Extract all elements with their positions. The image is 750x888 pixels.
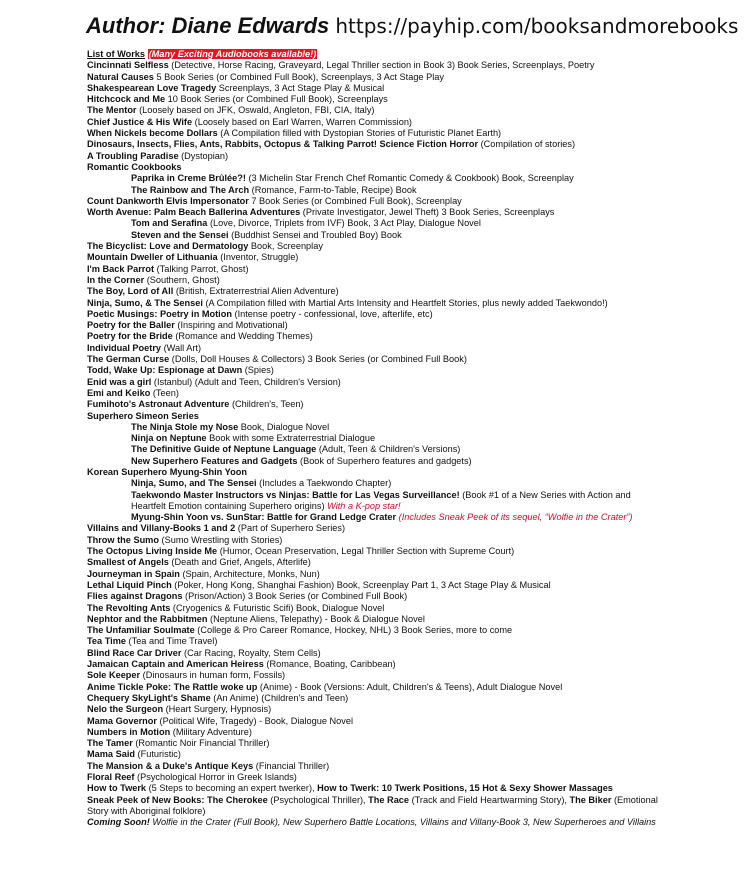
work-desc: (Part of Superhero Series) bbox=[235, 523, 346, 534]
work-title: How to Twerk: 10 Twerk Positions, 15 Hot & Sexy Shower Massages bbox=[317, 783, 613, 794]
work-title: Tea Time bbox=[87, 636, 126, 647]
work-desc: (Talking Parrot, Ghost) bbox=[154, 263, 249, 274]
entries-container bbox=[87, 60, 667, 783]
work-title: The Tamer bbox=[87, 738, 133, 749]
list-item bbox=[87, 761, 667, 772]
work-title: Hitchcock and Me bbox=[87, 94, 166, 105]
list-item bbox=[87, 309, 667, 320]
list-item bbox=[87, 354, 667, 365]
work-desc: (Neptune Aliens, Telepathy) - Book & Dialogue Novel bbox=[207, 613, 425, 624]
work-title: Ninja on Neptune bbox=[131, 433, 207, 444]
work-title: Count Dankworth Elvis Impersonator bbox=[87, 195, 249, 206]
work-title: Villains and Villany-Books 1 and 2 bbox=[87, 523, 236, 534]
work-title: The Biker bbox=[569, 794, 612, 805]
work-desc: (A Compilation filled with Martial Arts Intensity and Heartfelt Stories, plus newly added Taekwondo!) bbox=[202, 297, 608, 308]
work-title: The Race bbox=[368, 794, 410, 805]
work-desc: (Tea and Time Travel) bbox=[125, 636, 218, 647]
list-item bbox=[87, 625, 667, 636]
list-item bbox=[87, 490, 667, 513]
list-item bbox=[87, 738, 667, 749]
list-item bbox=[87, 377, 667, 388]
work-desc: (Dystopian) bbox=[178, 150, 229, 161]
work-title: New Superhero Features and Gadgets bbox=[131, 455, 298, 466]
work-desc: (3 Michelin Star French Chef Romantic Comedy & Cookbook) Book, Screenplay bbox=[245, 173, 574, 184]
list-item bbox=[87, 241, 667, 252]
work-desc: (A Compilation filled with Dystopian Stories of Futuristic Planet Earth) bbox=[217, 128, 502, 139]
list-item bbox=[87, 569, 667, 580]
work-title: Poetry for the Bride bbox=[87, 331, 173, 342]
list-heading: List of Works bbox=[87, 49, 146, 59]
author-name: Author: Diane Edwards bbox=[86, 13, 330, 38]
work-desc: (Romance and Wedding Themes) bbox=[172, 331, 313, 342]
list-item bbox=[87, 388, 667, 399]
work-title: Ninja, Sumo, and The Sensei bbox=[131, 478, 257, 489]
work-title: The Mentor bbox=[87, 105, 137, 116]
work-title: Flies against Dragons bbox=[87, 591, 183, 602]
work-title: The German Curse bbox=[87, 354, 170, 365]
work-desc: (Compilation of stories) bbox=[478, 139, 576, 150]
work-desc: (Romance, Farm-to-Table, Recipe) Book bbox=[249, 184, 417, 195]
work-desc: Book with some Extraterrestrial Dialogue bbox=[206, 433, 376, 444]
list-item bbox=[87, 162, 667, 173]
work-title: Tom and Serafina bbox=[131, 218, 208, 229]
list-item bbox=[87, 603, 667, 614]
list-item bbox=[87, 693, 667, 704]
work-title: Nelo the Surgeon bbox=[87, 704, 164, 715]
work-desc: (Political Wife, Tragedy) - Book, Dialogue Novel bbox=[156, 715, 354, 726]
work-desc: (Humor, Ocean Preservation, Legal Thriller Section with Supreme Court) bbox=[217, 546, 515, 557]
list-item bbox=[87, 433, 667, 444]
work-desc: (Romance, Boating, Caribbean) bbox=[263, 659, 396, 670]
list-item-sneak-peek bbox=[87, 795, 667, 818]
list-item bbox=[87, 173, 667, 184]
work-title: Romantic Cookbooks bbox=[87, 161, 182, 172]
list-item bbox=[87, 467, 667, 478]
work-desc: (Dolls, Doll Houses & Collectors) 3 Book Series (or Combined Full Book) bbox=[169, 354, 467, 365]
work-desc: 7 Book Series (or Combined Full Book), Screenplay bbox=[248, 195, 462, 206]
list-item bbox=[87, 83, 667, 94]
work-desc: (Psychological Horror in Greek Islands) bbox=[134, 772, 297, 782]
work-title: The Revolting Ants bbox=[87, 602, 171, 613]
list-item bbox=[87, 636, 667, 647]
work-title: Emi and Keiko bbox=[87, 387, 151, 398]
work-desc: (Love, Divorce, Triplets from IVF) Book, 3 Act Play, Dialogue Novel bbox=[207, 218, 481, 229]
work-desc: Book, Dialogue Novel bbox=[238, 421, 330, 432]
work-title: The Octopus Living Inside Me bbox=[87, 546, 218, 557]
work-desc: (Spain, Architecture, Monks, Nun) bbox=[179, 568, 320, 579]
work-title: Numbers in Motion bbox=[87, 726, 171, 737]
work-title: Floral Reef bbox=[87, 772, 135, 782]
list-item bbox=[87, 139, 667, 150]
work-desc: 10 Book Series (or Combined Full Book), Screenplays bbox=[165, 94, 388, 105]
works-list bbox=[87, 49, 667, 828]
work-desc: (Psychological Thriller), bbox=[267, 794, 369, 805]
list-item bbox=[87, 105, 667, 116]
work-desc: (Adult, Teen & Children's Versions) bbox=[316, 444, 461, 455]
work-desc: (Loosely based on Earl Warren, Warren Commission) bbox=[192, 116, 412, 127]
work-title: Myung-Shin Yoon vs. SunStar: Battle for Grand Ledge Crater bbox=[131, 512, 397, 523]
work-title: Sole Keeper bbox=[87, 670, 141, 681]
list-item bbox=[87, 365, 667, 376]
list-item bbox=[87, 659, 667, 670]
list-item bbox=[87, 343, 667, 354]
work-desc: (Dinosaurs in human form, Fossils) bbox=[140, 670, 286, 681]
list-item bbox=[87, 478, 667, 489]
work-desc: (5 Steps to becoming an expert twerker), bbox=[146, 783, 318, 794]
list-item bbox=[87, 546, 667, 557]
work-title: Taekwondo Master Instructors vs Ninjas: Battle for Las Vegas Surveillance! bbox=[131, 489, 460, 500]
work-title: Poetry for the Baller bbox=[87, 320, 175, 331]
work-title: The Boy, Lord of All bbox=[87, 286, 174, 297]
work-desc: (College & Pro Career Romance, Hockey, NHL) 3 Book Series, more to come bbox=[194, 625, 513, 636]
list-item bbox=[87, 264, 667, 275]
work-title: When Nickels become Dollars bbox=[87, 128, 218, 139]
work-title: Smallest of Angels bbox=[87, 557, 169, 568]
work-title: Shakespearean Love Tragedy bbox=[87, 82, 217, 93]
list-item bbox=[87, 727, 667, 738]
work-desc: (Cryogenics & Futuristic Scifi) Book, Dialogue Novel bbox=[170, 602, 385, 613]
work-title: Journeyman in Spain bbox=[87, 568, 180, 579]
work-title: Nephtor and the Rabbitmen bbox=[87, 613, 208, 624]
list-item bbox=[87, 128, 667, 139]
work-desc: (Buddhist Sensei and Troubled Boy) Book bbox=[228, 229, 402, 240]
work-desc: (Detective, Horse Racing, Graveyard, Legal Thriller section in Book 3) Book Series, Screenplays, Poetry bbox=[168, 60, 595, 71]
work-desc: (Sumo Wrestling with Stories) bbox=[158, 534, 283, 545]
work-title: The Bicyclist: Love and Dermatology bbox=[87, 241, 249, 252]
work-desc: (Inspiring and Motivational) bbox=[174, 320, 288, 331]
list-item bbox=[87, 535, 667, 546]
work-desc: (Private Investigator, Jewel Theft) 3 Book Series, Screenplays bbox=[300, 207, 555, 218]
list-item bbox=[87, 444, 667, 455]
list-item bbox=[87, 72, 667, 83]
list-item bbox=[87, 557, 667, 568]
work-title: Throw the Sumo bbox=[87, 534, 159, 545]
work-title: Mama Governor bbox=[87, 715, 157, 726]
work-desc: (Emotional Story with Aboriginal folklore) bbox=[87, 794, 658, 816]
list-item bbox=[87, 704, 667, 715]
work-desc: (Book of Superhero features and gadgets) bbox=[297, 455, 472, 466]
work-desc: (Poker, Hong Kong, Shanghai Fashion) Book, Screenplay Part 1, 3 Act Stage Play & Musical bbox=[171, 579, 551, 590]
work-title: Chequery SkyLight's Shame bbox=[87, 692, 211, 703]
work-title: Natural Causes bbox=[87, 71, 154, 82]
list-item bbox=[87, 207, 667, 218]
work-desc: (Prison/Action) 3 Book Series (or Combined Full Book) bbox=[182, 591, 408, 602]
work-desc: (Spies) bbox=[242, 365, 274, 376]
work-title: The Rainbow and The Arch bbox=[131, 184, 250, 195]
list-item bbox=[87, 591, 667, 602]
work-title: Individual Poetry bbox=[87, 342, 162, 353]
list-item bbox=[87, 749, 667, 760]
list-item bbox=[87, 275, 667, 286]
list-item bbox=[87, 331, 667, 342]
list-item-twerk bbox=[87, 783, 667, 794]
work-desc: (Southern, Ghost) bbox=[144, 274, 220, 285]
work-desc: 5 Book Series (or Combined Full Book), Screenplays, 3 Act Stage Play bbox=[153, 71, 444, 82]
work-title: Worth Avenue: Palm Beach Ballerina Adventures bbox=[87, 207, 301, 218]
work-title: In the Corner bbox=[87, 274, 145, 285]
list-item bbox=[87, 185, 667, 196]
payhip-link[interactable]: https://payhip.com/booksandmorebooks bbox=[335, 14, 739, 38]
author-header bbox=[86, 12, 738, 40]
work-title: Blind Race Car Driver bbox=[87, 647, 182, 658]
list-item bbox=[87, 252, 667, 263]
work-title: Korean Superhero Myung-Shin Yoon bbox=[87, 466, 247, 477]
work-title: How to Twerk bbox=[87, 783, 147, 794]
work-title: A Troubling Paradise bbox=[87, 150, 179, 161]
work-desc: (Financial Thriller) bbox=[253, 760, 330, 771]
work-desc: (Wall Art) bbox=[161, 342, 202, 353]
work-title: I'm Back Parrot bbox=[87, 263, 155, 274]
coming-soon-text: Wolfie in the Crater (Full Book), New Superhero Battle Locations, Villains and Villany-Book 3, New Superheroes and Villains bbox=[149, 817, 656, 828]
work-title: Jamaican Captain and American Heiress bbox=[87, 659, 264, 670]
work-desc: (Includes a Taekwondo Chapter) bbox=[256, 478, 392, 489]
work-desc: Screenplays, 3 Act Stage Play & Musical bbox=[216, 82, 385, 93]
work-title: Mountain Dweller of Lithuania bbox=[87, 252, 218, 263]
work-title: Anime Tickle Poke: The Rattle woke up bbox=[87, 681, 258, 692]
work-title: Superhero Simeon Series bbox=[87, 410, 199, 421]
work-title: Todd, Wake Up: Espionage at Dawn bbox=[87, 365, 243, 376]
list-item bbox=[87, 298, 667, 309]
work-desc: (Military Adventure) bbox=[170, 726, 252, 737]
work-desc: (Romantic Noir Financial Thriller) bbox=[132, 738, 270, 749]
work-desc: (Intense poetry - confessional, love, afterlife, etc) bbox=[231, 308, 433, 319]
work-title: The Unfamiliar Soulmate bbox=[87, 625, 195, 636]
list-item bbox=[87, 772, 667, 783]
list-item bbox=[87, 60, 667, 71]
list-item bbox=[87, 682, 667, 693]
work-title: The Mansion & a Duke's Antique Keys bbox=[87, 760, 254, 771]
list-item bbox=[87, 614, 667, 625]
list-item bbox=[87, 230, 667, 241]
work-title: Fumihoto's Astronaut Adventure bbox=[87, 399, 230, 410]
work-title: Enid was a girl bbox=[87, 376, 152, 387]
list-item bbox=[87, 218, 667, 229]
work-note: With a K-pop star! bbox=[327, 500, 401, 511]
audiobooks-highlight: (Many Exciting Audiobooks available!) bbox=[148, 49, 317, 59]
work-desc: (Anime) - Book (Versions: Adult, Children's & Teens), Adult Dialogue Novel bbox=[257, 681, 563, 692]
list-item bbox=[87, 422, 667, 433]
work-title: Ninja, Sumo, & The Sensei bbox=[87, 297, 203, 308]
work-note: (Includes Sneak Peek of its sequel, “Wolfie in the Crater”) bbox=[398, 512, 633, 523]
work-desc: (An Anime) (Children's and Teen) bbox=[210, 692, 349, 703]
work-desc: (British, Extraterrestrial Alien Adventure) bbox=[173, 286, 339, 297]
work-desc: (Track and Field Heartwarming Story), bbox=[409, 794, 570, 805]
work-title: Mama Said bbox=[87, 749, 135, 760]
list-item bbox=[87, 580, 667, 591]
list-item bbox=[87, 117, 667, 128]
work-desc: (Book #1 of a New Series with Action and Heartfelt Emotion containing Superhero origins) bbox=[131, 489, 631, 511]
list-heading-line bbox=[87, 49, 667, 60]
work-title: Sneak Peek of New Books: The Cherokee bbox=[87, 794, 268, 805]
work-desc: (Heart Surgery, Hypnosis) bbox=[163, 704, 272, 715]
list-item bbox=[87, 411, 667, 422]
work-title: Paprika in Creme Brûlée?! bbox=[131, 173, 246, 184]
work-title: Lethal Liquid Pinch bbox=[87, 579, 172, 590]
work-desc: (Car Racing, Royalty, Stem Cells) bbox=[181, 647, 321, 658]
work-title: The Definitive Guide of Neptune Language bbox=[131, 444, 317, 455]
coming-soon bbox=[87, 817, 667, 828]
work-title: Dinosaurs, Insects, Flies, Ants, Rabbits, Octopus & Talking Parrot! Science Fiction Horror bbox=[87, 139, 479, 150]
work-desc: (Children's, Teen) bbox=[229, 399, 304, 410]
list-item bbox=[87, 286, 667, 297]
list-item bbox=[87, 320, 667, 331]
list-item bbox=[87, 512, 667, 523]
work-desc: (Futuristic) bbox=[135, 749, 181, 760]
list-item bbox=[87, 716, 667, 727]
work-desc: (Loosely based on JFK, Oswald, Angleton, FBI, CIA, Italy) bbox=[136, 105, 375, 116]
work-title: The Ninja Stole my Nose bbox=[131, 421, 239, 432]
list-item bbox=[87, 648, 667, 659]
work-desc: (Inventor, Struggle) bbox=[217, 252, 299, 263]
work-title: Poetic Musings: Poetry in Motion bbox=[87, 308, 232, 319]
work-title: Steven and the Sensei bbox=[131, 229, 229, 240]
work-title: Cincinnati Selfless bbox=[87, 60, 169, 71]
coming-soon-label: Coming Soon! bbox=[87, 817, 150, 828]
list-item bbox=[87, 196, 667, 207]
list-item bbox=[87, 523, 667, 534]
list-item bbox=[87, 670, 667, 681]
list-item bbox=[87, 456, 667, 467]
list-item bbox=[87, 151, 667, 162]
work-desc: (Istanbul) (Adult and Teen, Children's Version) bbox=[151, 376, 341, 387]
work-desc: (Teen) bbox=[150, 387, 179, 398]
work-title: Chief Justice & His Wife bbox=[87, 116, 193, 127]
list-item bbox=[87, 399, 667, 410]
work-desc: Book, Screenplay bbox=[248, 241, 323, 252]
work-desc: (Death and Grief, Angels, Afterlife) bbox=[168, 557, 311, 568]
list-item bbox=[87, 94, 667, 105]
